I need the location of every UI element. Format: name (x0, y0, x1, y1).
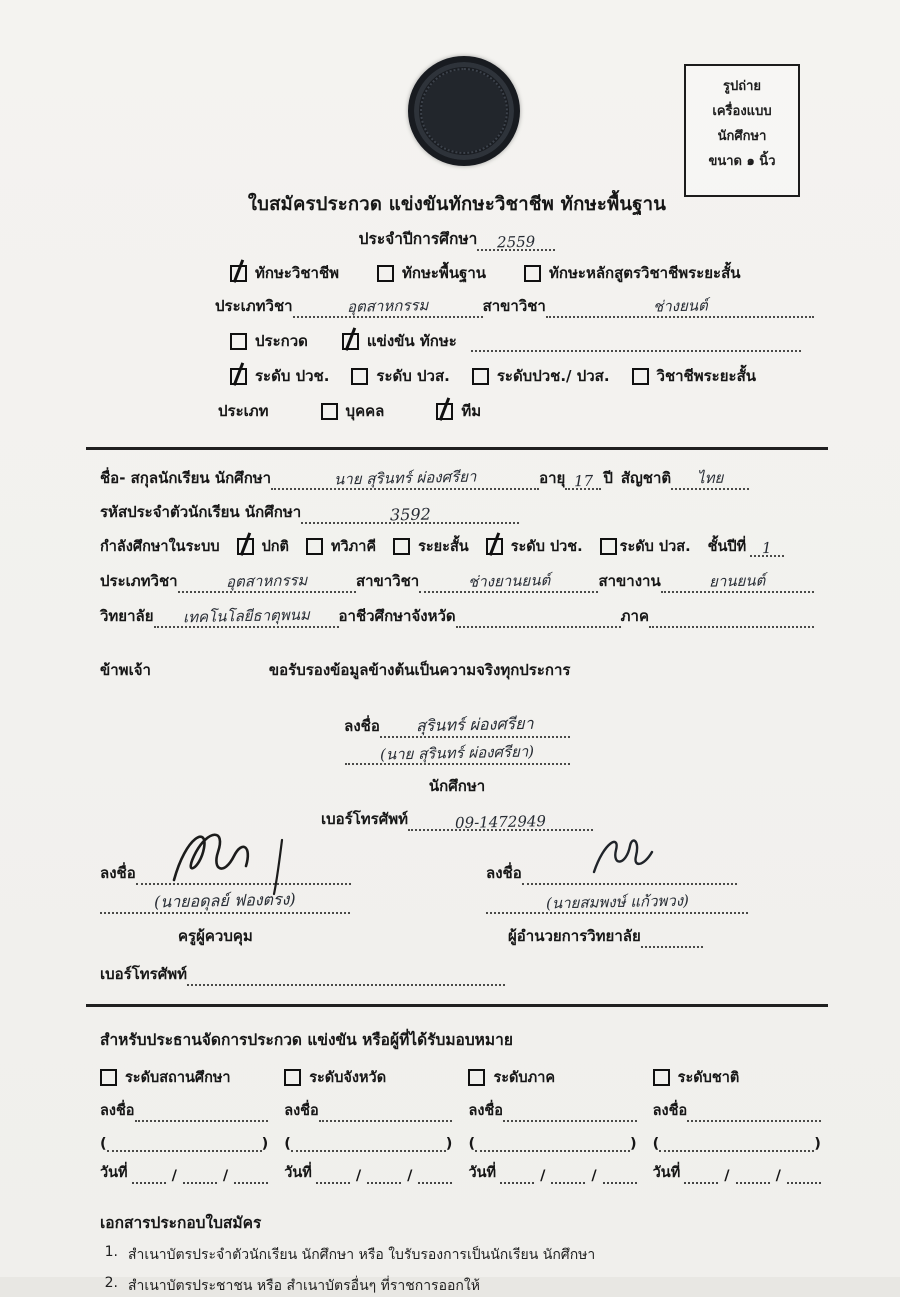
chairman-name-fill-line (107, 1131, 262, 1152)
province-fill-line (456, 607, 621, 628)
year-handwritten-value: 2559 (497, 232, 536, 252)
checkbox-item-level-voc-cert[interactable] (230, 364, 329, 388)
class-year-label: ชั้นปีที่ (707, 539, 747, 555)
student-id-fill-line (301, 503, 519, 524)
work-field-label: สาขางาน (598, 572, 661, 590)
teacher-role-label: ครูผู้ควบคุม (178, 927, 253, 945)
date-label: วันที่ (284, 1165, 312, 1181)
certify-statement: ขอรับรองข้อมูลข้างต้นเป็นความจริงทุกประการ (268, 661, 571, 679)
student-signature-handwritten: สุรินทร์ ผ่องศรียา (415, 713, 534, 736)
chairman-sign-label: ลงชื่อ (100, 1103, 135, 1119)
checkbox-short-course-skill[interactable] (524, 265, 541, 282)
photo-box-line: ขนาด ๑ นิ้ว (708, 154, 776, 169)
checkbox-item-system-short[interactable] (393, 535, 469, 558)
student-name-label: ชื่อ- สกุลนักเรียน นักศึกษา (100, 469, 272, 487)
certify-lead-label: ข้าพเจ้า (100, 661, 151, 679)
checkbox-item-system-diploma[interactable] (600, 535, 691, 558)
photo-box-line: นักศึกษา (717, 129, 767, 144)
documents-section-header: เอกสารประกอบใบสมัคร (100, 1214, 262, 1232)
chairman-column-national (653, 1066, 821, 1184)
checkbox-label: ระดับสถานศึกษา (125, 1070, 231, 1086)
date-month-fill (183, 1165, 217, 1184)
checkbox-level-short[interactable] (632, 368, 649, 385)
college-handwritten-value: เทคโนโลยีธาตุพนม (182, 605, 310, 627)
year-fill-line (477, 230, 555, 251)
checkbox-level-diploma[interactable] (351, 368, 368, 385)
checkbox-label: ระดับ ปวส. (619, 539, 691, 555)
checkbox-label: ทวิภาคี (330, 539, 377, 555)
checkbox-item-vocational-skill[interactable] (230, 261, 339, 285)
student-signature-line (380, 713, 570, 738)
chairman-sign-label: ลงชื่อ (652, 1103, 688, 1119)
student-id-handwritten-value: 3592 (389, 504, 431, 525)
document-list-item (100, 1275, 814, 1297)
field-label: สาขาวิชา (482, 297, 546, 315)
checkbox-label: แข่งขัน ทักษะ (366, 332, 457, 350)
checkbox-item-level-both[interactable] (472, 364, 610, 388)
date-separator: / (171, 1168, 177, 1184)
checkbox-label: ทักษะหลักสูตรวิชาชีพระยะสั้น (549, 264, 741, 282)
form-title: ใบสมัครประกวด แข่งขันทักษะวิชาชีพ ทักษะพื้นฐาน (247, 194, 667, 215)
date-day-fill (684, 1165, 718, 1184)
chairman-sign-label: ลงชื่อ (284, 1103, 319, 1119)
chairman-name-fill-line (475, 1131, 630, 1152)
date-separator: / (724, 1168, 730, 1184)
teacher-sign-label: ลงชื่อ (100, 864, 136, 882)
document-item-number: 2. (104, 1275, 118, 1291)
class-year-handwritten-value: 1 (762, 538, 773, 558)
checkbox-level-region[interactable] (468, 1069, 485, 1086)
nationality-fill-line (671, 469, 749, 490)
college-label: วิทยาลัย (100, 607, 154, 625)
document-item-text: สำเนาบัตรประจำตัวนักเรียน นักศึกษา หรือ ใบรับรองการเป็นนักเรียน นักศึกษา (128, 1247, 596, 1263)
student-signer-name-line (345, 744, 570, 765)
checkbox-system-voc-cert[interactable] (486, 538, 503, 555)
director-signature-scribble (582, 830, 672, 882)
class-year-fill-line (750, 536, 784, 557)
work-field-fill-line (661, 572, 814, 593)
checkbox-label: ระดับ ปวช. (510, 539, 583, 555)
teacher-name-handwritten: (นายอดุลย์ ฟองตรง) (154, 889, 297, 912)
date-separator: / (355, 1168, 362, 1184)
student-id-label: รหัสประจำตัวนักเรียน นักศึกษา (100, 503, 302, 521)
checkbox-label: ประกวด (255, 332, 308, 350)
date-month-fill (736, 1165, 770, 1184)
checkbox-label: ระดับชาติ (677, 1070, 740, 1086)
date-year-fill (234, 1165, 268, 1184)
checkbox-item-level-national[interactable] (653, 1066, 740, 1089)
year-label: ประจำปีการศึกษา (358, 230, 478, 248)
province-label: อาชีวศึกษาจังหวัด (338, 607, 456, 625)
checkbox-basic-skill[interactable] (377, 265, 394, 282)
checkbox-label: ปกติ (261, 539, 289, 555)
student-phone-label: เบอร์โทรศัพท์ (320, 810, 408, 828)
student-signer-name-handwritten: (นาย สุรินทร์ ผ่องศรียา) (379, 742, 535, 764)
nationality-handwritten-value: ไทย (696, 468, 724, 488)
date-label: วันที่ (100, 1165, 128, 1181)
checkbox-label: ระดับภาค (493, 1070, 556, 1086)
checkbox-item-level-school[interactable] (100, 1066, 231, 1089)
date-year-fill (418, 1165, 452, 1184)
checkbox-item-contest[interactable] (230, 329, 308, 353)
checkbox-label: ระดับ ปวส. (376, 367, 450, 385)
chairman-column-region (468, 1066, 636, 1184)
open-paren: ( (284, 1136, 291, 1152)
checkbox-item-compete[interactable] (342, 329, 814, 353)
open-paren: ( (468, 1136, 476, 1152)
student-phone-fill-line (408, 810, 593, 831)
chairman-column-province (284, 1066, 452, 1184)
date-day-fill (316, 1165, 350, 1184)
photo-box (684, 64, 800, 197)
checkbox-label: ระดับ ปวช. (255, 367, 330, 385)
document-item-text: สำเนาบัตรประชาชน หรือ สำเนาบัตรอื่นๆ ที่ราชการออกให้ (128, 1278, 480, 1294)
date-separator: / (775, 1168, 781, 1184)
student-signer-role-label: นักศึกษา (428, 777, 486, 795)
age-fill-line (565, 469, 601, 490)
college-fill-line (154, 607, 339, 628)
checkbox-item-level-diploma[interactable] (351, 364, 449, 388)
director-signature-line (522, 864, 737, 885)
checkbox-individual[interactable] (321, 403, 338, 420)
checkbox-item-basic-skill[interactable] (377, 261, 486, 285)
student-field-label: สาขาวิชา (355, 572, 420, 590)
student-field-fill-line (419, 572, 598, 593)
checkbox-label: บุคคล (345, 402, 385, 420)
document-item-number: 1. (104, 1244, 118, 1260)
checkbox-item-system-normal[interactable] (237, 535, 289, 558)
checkbox-level-both[interactable] (472, 368, 489, 385)
subject-type-fill-line (293, 297, 483, 318)
date-year-fill (787, 1165, 821, 1184)
checkbox-label: ระดับจังหวัด (309, 1070, 387, 1086)
checkbox-system-normal[interactable] (237, 538, 254, 555)
region-label: ภาค (620, 607, 649, 625)
student-name-fill-line (271, 469, 539, 490)
checkbox-item-system-voc-cert[interactable] (486, 535, 583, 558)
checkbox-system-diploma[interactable] (600, 538, 617, 555)
chairman-sign-fill-line (687, 1101, 821, 1122)
checkbox-item-system-dual[interactable] (306, 535, 376, 558)
field-fill-line (546, 297, 814, 318)
subject-type-handwritten-value: อุตสาหกรรม (346, 296, 429, 316)
photo-box-line: เครื่องแบบ (712, 104, 772, 119)
checkbox-system-short[interactable] (393, 538, 410, 555)
chairman-sign-fill-line (319, 1101, 453, 1122)
checkbox-system-dual[interactable] (306, 538, 323, 555)
close-paren: ) (261, 1136, 269, 1152)
checkbox-item-individual[interactable] (321, 399, 385, 423)
student-field-handwritten-value: ช่างยานยนต์ (467, 571, 551, 591)
study-system-label: กำลังศึกษาในระบบ (100, 539, 220, 555)
chairman-column-school (100, 1066, 268, 1184)
teacher-phone-label: เบอร์โทรศัพท์ (100, 965, 188, 983)
checkbox-contest[interactable] (230, 333, 247, 350)
date-month-fill (367, 1165, 401, 1184)
open-paren: ( (100, 1136, 107, 1152)
chairman-sign-fill-line (135, 1101, 269, 1122)
checkbox-level-voc-cert[interactable] (230, 368, 247, 385)
checkbox-level-school[interactable] (100, 1069, 117, 1086)
section-divider (86, 447, 828, 450)
checkbox-label: ทักษะวิชาชีพ (255, 264, 340, 282)
student-subject-type-label: ประเภทวิชา (100, 572, 178, 590)
chairman-name-fill-line (659, 1131, 814, 1152)
field-handwritten-value: ช่างยนต์ (652, 296, 708, 316)
section-divider (86, 1004, 828, 1007)
college-seal-stamp (408, 56, 520, 166)
checkbox-item-short-course-skill[interactable] (524, 261, 741, 285)
teacher-signature-scribble (164, 822, 314, 896)
director-name-handwritten: (นายสมพงษ์ แก้วพวง) (545, 891, 689, 913)
checkbox-item-team[interactable] (436, 399, 481, 423)
checkbox-label: ระยะสั้น (418, 539, 469, 555)
student-subject-type-handwritten-value: อุตสาหกรรม (225, 571, 308, 591)
compete-skill-fill-line (471, 331, 801, 352)
date-separator: / (222, 1168, 229, 1184)
date-separator: / (540, 1168, 546, 1184)
chairman-sign-fill-line (503, 1101, 637, 1122)
date-label: วันที่ (652, 1165, 681, 1181)
director-name-line (486, 893, 748, 914)
checkbox-label: ทักษะพื้นฐาน (402, 264, 487, 282)
student-subject-type-fill-line (178, 572, 356, 593)
teacher-name-line (100, 889, 350, 914)
close-paren: ) (814, 1136, 821, 1152)
subject-type-label: ประเภทวิชา (215, 297, 293, 315)
checkbox-label: ระดับปวช./ ปวส. (496, 367, 610, 385)
teacher-signature-line (136, 864, 351, 885)
director-sign-label: ลงชื่อ (486, 864, 522, 882)
checkbox-level-national[interactable] (653, 1069, 670, 1086)
checkbox-item-level-province[interactable] (284, 1066, 386, 1089)
teacher-phone-fill-line (187, 965, 505, 986)
open-paren: ( (652, 1136, 660, 1152)
date-day-fill (132, 1165, 166, 1184)
date-label: วันที่ (468, 1165, 497, 1181)
close-paren: ) (630, 1136, 637, 1152)
checkbox-item-level-short[interactable] (632, 364, 756, 388)
student-sign-label: ลงชื่อ (344, 717, 380, 735)
checkbox-label: ทีม (461, 402, 482, 420)
checkbox-item-level-region[interactable] (468, 1066, 555, 1089)
date-day-fill (500, 1165, 534, 1184)
date-month-fill (551, 1165, 585, 1184)
checkbox-level-province[interactable] (284, 1069, 301, 1086)
director-role-label: ผู้อำนวยการวิทยาลัย (508, 927, 641, 945)
date-year-fill (603, 1165, 637, 1184)
document-list-item (100, 1244, 814, 1266)
work-field-handwritten-value: ยานยนต์ (709, 571, 766, 591)
checkbox-label: วิชาชีพระยะสั้น (656, 367, 756, 385)
checkbox-compete[interactable] (342, 333, 359, 350)
region-fill-line (649, 607, 814, 628)
age-label: อายุ (539, 469, 566, 487)
category-label: ประเภท (218, 402, 269, 420)
student-name-handwritten-value: นาย สุรินทร์ ผ่องศรียา (333, 467, 477, 489)
chairman-section-header: สำหรับประธานจัดการประกวด แข่งขัน หรือผู้ที่ได้รับมอบหมาย (100, 1031, 513, 1049)
student-phone-handwritten-value: 09-1472949 (454, 812, 547, 832)
chairman-sign-label: ลงชื่อ (468, 1103, 503, 1119)
age-handwritten-value: 17 (573, 471, 594, 491)
nationality-label: สัญชาติ (620, 469, 672, 487)
date-separator: / (407, 1168, 413, 1184)
photo-box-line: รูปถ่าย (722, 79, 762, 94)
director-role-fill-line (641, 927, 703, 948)
checkbox-vocational-skill[interactable] (230, 265, 247, 282)
chairman-name-fill-line (291, 1131, 446, 1152)
age-unit-label: ปี (603, 469, 613, 487)
checkbox-team[interactable] (436, 403, 453, 420)
close-paren: ) (445, 1136, 453, 1152)
date-separator: / (591, 1168, 597, 1184)
